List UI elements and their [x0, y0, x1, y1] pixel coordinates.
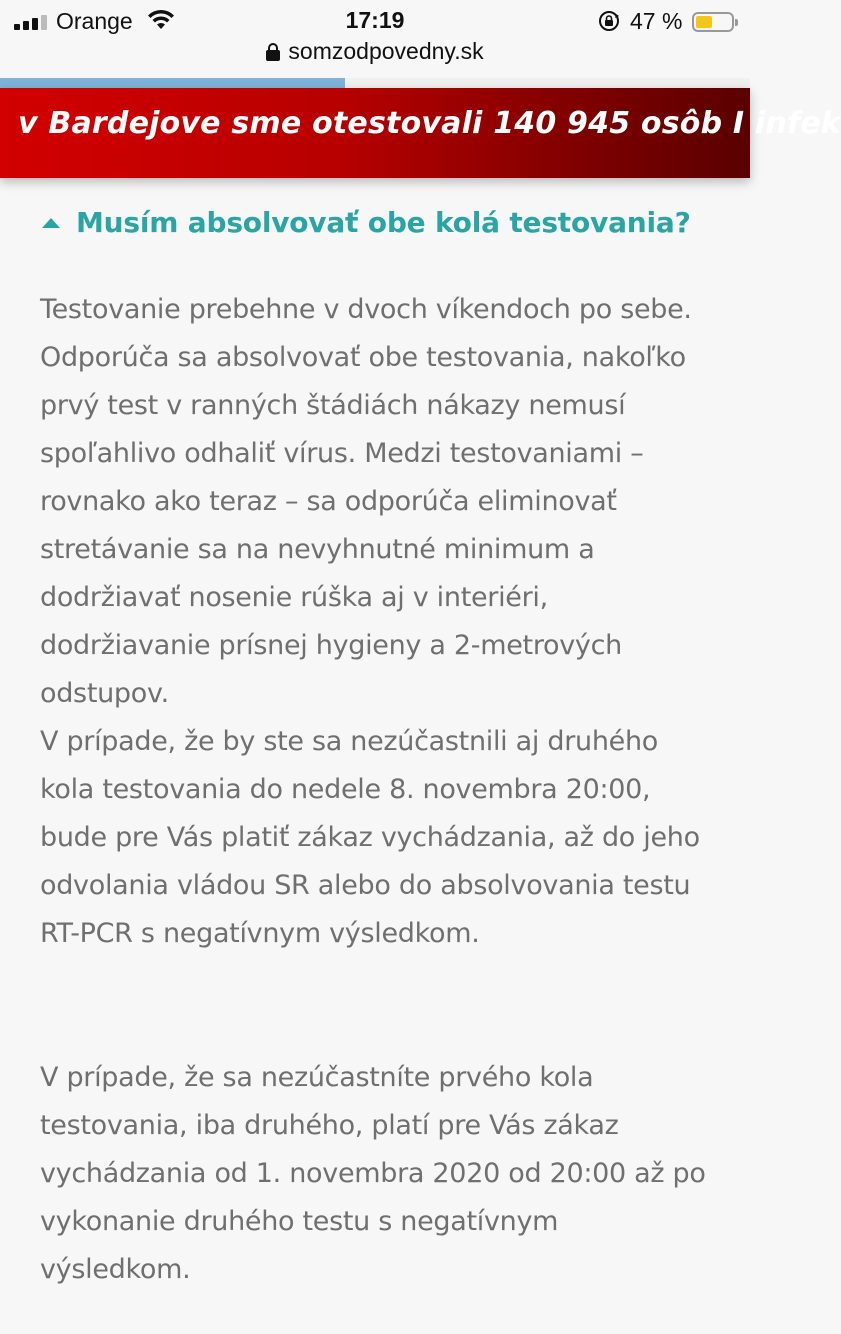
answer-line: kola testovania do nedele 8. novembra 20:00,	[40, 774, 651, 805]
answer-line: Odporúča sa absolvovať obe testovania, nakoľko	[40, 342, 686, 373]
answer-line: spoľahlivo odhaliť vírus. Medzi testovaniami –	[40, 438, 644, 469]
answer-paragraph-3	[40, 1054, 730, 1294]
address-bar[interactable]	[0, 38, 750, 70]
answer-line: Testovanie prebehne v dvoch víkendoch po sebe.	[40, 294, 692, 325]
caret-up-icon	[42, 218, 60, 228]
answer-line: výsledkom.	[40, 1254, 191, 1285]
answer-line: odstupov.	[40, 678, 169, 709]
answer-line: vykonanie druhého testu s negatívnym	[40, 1206, 559, 1237]
page-load-progress	[0, 78, 750, 88]
answer-line: V prípade, že by ste sa nezúčastnili aj druhého	[40, 726, 658, 757]
answer-line: testovania, iba druhého, platí pre Vás zákaz	[40, 1110, 619, 1141]
answer-line: dodržiavanie prísnej hygieny a 2-metrových	[40, 630, 622, 661]
battery-icon	[692, 12, 734, 32]
news-ticker-banner[interactable]	[0, 88, 841, 178]
answer-line: dodržiavať nosenie rúška aj v interiéri,	[40, 582, 548, 613]
faq-question-toggle[interactable]	[42, 200, 732, 244]
answer-line: prvý test v ranných štádiách nákazy nemusí	[40, 390, 626, 421]
carrier-name: Orange	[56, 8, 133, 34]
clock: 17:19	[345, 7, 405, 33]
answer-line: bude pre Vás platiť zákaz vychádzania, až do jeho	[40, 822, 700, 853]
rotation-lock-icon	[598, 10, 620, 32]
status-bar	[0, 0, 750, 78]
battery-percent: 47 %	[630, 8, 683, 34]
url-text: somzodpovedny.sk	[288, 38, 484, 64]
faq-question-text: Musím absolvovať obe kolá testovania?	[76, 205, 691, 239]
ticker-text: v Bardejove sme otestovali 140 945 osôb I infek	[18, 106, 841, 141]
answer-line: odvolania vládou SR alebo do absolvovania testu	[40, 870, 691, 901]
answer-line: RT-PCR s negatívnym výsledkom.	[40, 918, 480, 949]
answer-line: vychádzania od 1. novembra 2020 od 20:00 až po	[40, 1158, 706, 1189]
faq-answer	[40, 286, 730, 1294]
answer-line: rovnako ako teraz – sa odporúča eliminovať	[40, 486, 617, 517]
answer-paragraph-2	[40, 718, 730, 958]
padlock-icon	[266, 43, 280, 61]
answer-line: stretávanie sa na nevyhnutné minimum a	[40, 534, 595, 565]
answer-paragraph-1	[40, 286, 730, 718]
answer-line: V prípade, že sa nezúčastníte prvého kola	[40, 1062, 594, 1093]
